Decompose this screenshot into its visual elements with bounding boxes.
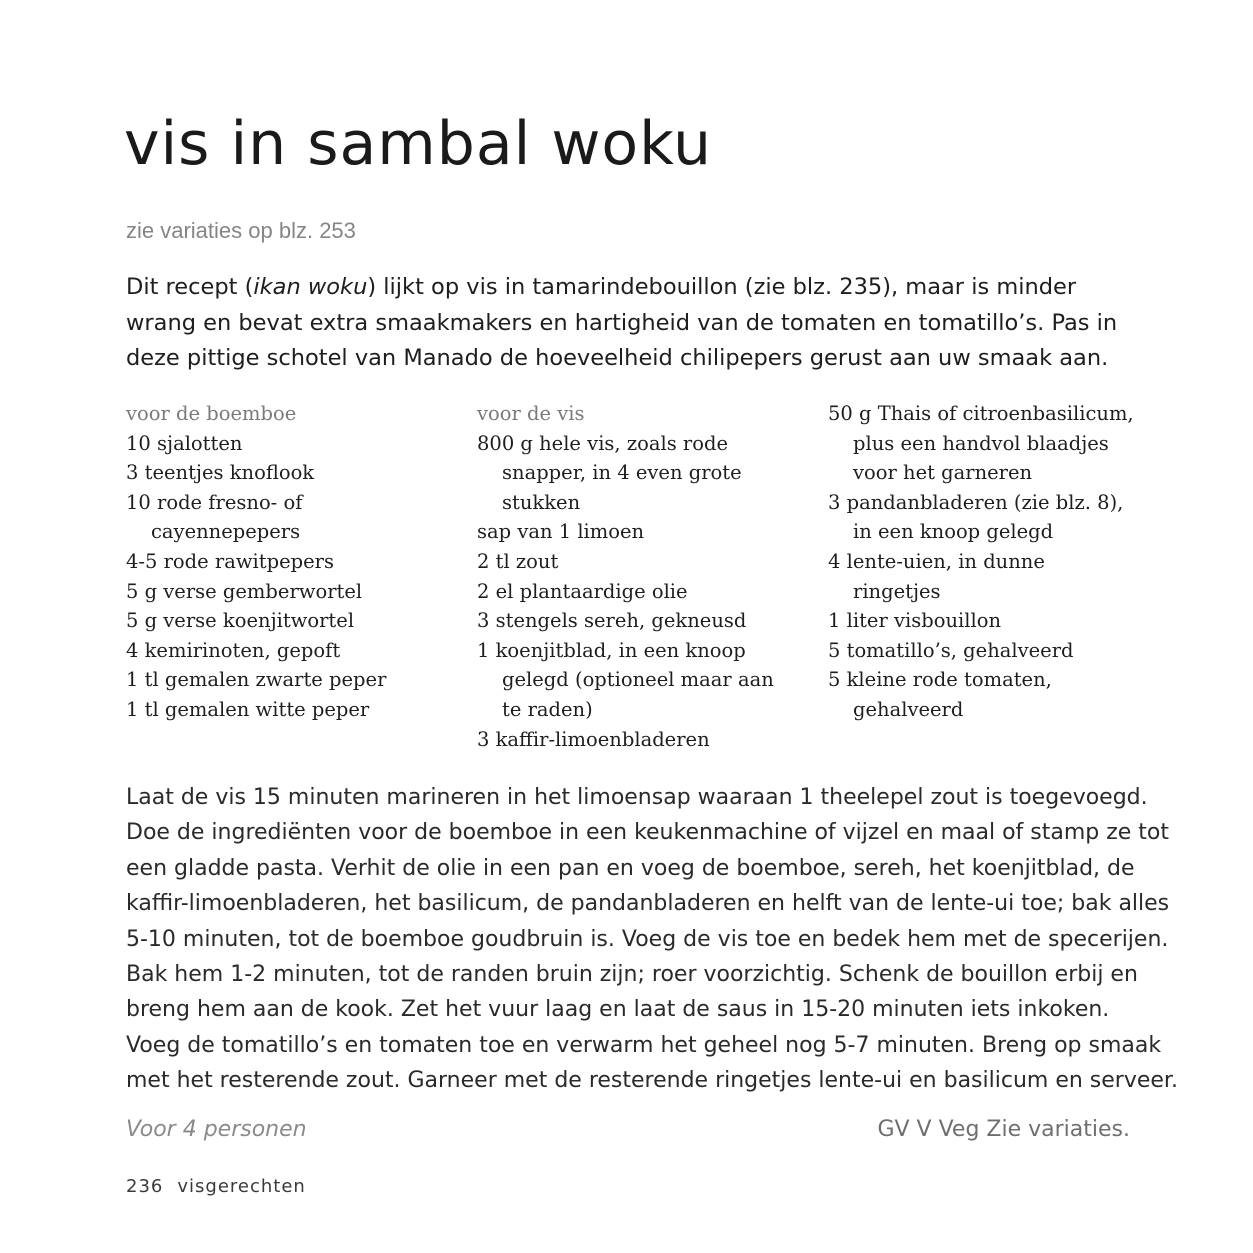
ingredient-item <box>126 458 386 488</box>
ingredient-text: 50 g Thais of citroenbasilicum, <box>828 402 1134 425</box>
variations-reference: zie variaties op blz. 253 <box>126 218 356 243</box>
ingredient-text: sap van 1 limoen <box>477 520 645 544</box>
method-line: Laat de vis 15 minuten marineren in het limoensap waaraan 1 theelepel zout is toegevoegd. <box>126 785 1148 810</box>
ingredient-text-continued: cayennepepers <box>151 520 301 544</box>
method-line: kaffir-limoenbladeren, het basilicum, de pandanbladeren en helft van de lente-ui toe; bak alles <box>126 891 1170 917</box>
ingredient-text-continued: gelegd (optioneel maar aan <box>502 668 774 692</box>
ingredient-item <box>126 429 386 459</box>
ingredient-text-continued: snapper, in 4 even grote <box>502 461 742 485</box>
ingredient-item <box>126 547 386 577</box>
section-name: visgerechten <box>177 1176 306 1197</box>
intro-text: ) lijkt op vis in tamarindebouillon (zie blz. 235), maar is minder <box>367 274 1077 300</box>
ingredient-item <box>126 695 386 725</box>
ingredients-vis <box>477 399 774 754</box>
ingredient-text: 1 liter visbouillon <box>828 609 1002 633</box>
ingredients-heading-vis: voor de vis <box>477 402 585 425</box>
method-line: breng hem aan de kook. Zet het vuur laag en laat de saus in 15-20 minuten iets inkoken. <box>126 997 1110 1023</box>
ingredient-text: 4-5 rode rawitpepers <box>126 549 334 573</box>
ingredient-item <box>828 547 1134 606</box>
ingredient-item <box>477 606 774 636</box>
ingredient-text: 3 kaffir-limoenbladeren <box>477 727 710 751</box>
ingredients-heading-boemboe: voor de boemboe <box>126 402 297 425</box>
intro-text: Dit recept ( <box>126 274 254 300</box>
ingredient-item <box>126 577 386 607</box>
method-paragraph <box>126 780 1178 1099</box>
ingredient-item <box>828 488 1134 547</box>
method-line: Doe de ingrediënten voor de boemboe in een keukenmachine of vijzel en maal of stamp ze tot <box>126 820 1170 846</box>
ingredient-item <box>828 606 1134 636</box>
ingredient-text: 3 pandanbladeren (zie blz. 8), <box>828 490 1124 514</box>
ingredient-item <box>477 517 774 547</box>
ingredient-item <box>828 665 1134 724</box>
ingredient-text: 3 stengels sereh, gekneusd <box>477 609 747 633</box>
method-line: 5-10 minuten, tot de boemboe goudbruin is. Voeg de vis toe en bedek hem met de specerijen. <box>126 926 1169 952</box>
method-line: een gladde pasta. Verhit de olie in een pan en voeg de boemboe, sereh, het koenjitblad, de <box>126 855 1135 881</box>
ingredient-text: 10 rode fresno- of <box>126 490 303 514</box>
page-number: 236 <box>126 1176 164 1197</box>
ingredient-item <box>477 725 774 755</box>
ingredient-text-continued: ringetjes <box>853 579 941 603</box>
ingredient-item <box>477 577 774 607</box>
ingredient-text: 1 tl gemalen witte peper <box>126 697 370 721</box>
intro-line-2: wrang en bevat extra smaakmakers en hartigheid van de tomaten en tomatillo’s. Pas in <box>126 309 1118 336</box>
ingredient-text: 2 el plantaardige olie <box>477 579 688 603</box>
ingredient-item <box>477 636 774 725</box>
ingredient-item <box>126 606 386 636</box>
ingredient-list <box>126 429 386 725</box>
ingredient-text: 3 teentjes knoflook <box>126 461 315 485</box>
ingredient-text: 2 tl zout <box>477 549 559 573</box>
ingredient-text: 4 kemirinoten, gepoft <box>126 638 341 662</box>
recipe-page <box>124 0 1178 1253</box>
ingredient-text: 5 g verse koenjitwortel <box>126 609 355 633</box>
recipe-title: vis in sambal woku <box>124 109 713 179</box>
ingredient-text: 800 g hele vis, zoals rode <box>477 431 728 455</box>
ingredient-text-continued: te raden) <box>502 697 593 721</box>
ingredient-text: 5 tomatillo’s, gehalveerd <box>828 638 1074 662</box>
diet-tags: GV V Veg Zie variaties. <box>877 1117 1130 1142</box>
ingredient-text-continued: in een knoop gelegd <box>853 520 1054 544</box>
ingredient-item <box>477 429 774 518</box>
intro-paragraph <box>126 270 1130 377</box>
ingredient-text: 10 sjalotten <box>126 431 243 455</box>
ingredients-overig <box>828 399 1134 725</box>
ingredient-text-continued: voor het garneren <box>853 461 1033 485</box>
intro-italic-term: ikan woku <box>253 274 368 300</box>
ingredient-text: 4 lente-uien, in dunne <box>828 549 1045 573</box>
ingredient-item <box>126 488 386 547</box>
ingredient-text-continued: plus een handvol blaadjes <box>853 431 1109 455</box>
ingredient-item <box>126 665 386 695</box>
ingredient-text: 1 koenjitblad, in een knoop <box>477 638 746 662</box>
intro-line-1 <box>126 270 1130 306</box>
ingredient-text: 1 tl gemalen zwarte peper <box>126 668 387 692</box>
ingredient-text-continued: gehalveerd <box>853 697 964 721</box>
ingredient-text-continued: stukken <box>502 490 581 514</box>
serves-note: Voor 4 personen <box>126 1117 307 1142</box>
ingredient-item <box>477 547 774 577</box>
ingredient-list <box>477 429 774 755</box>
method-line: Bak hem 1-2 minuten, tot de randen bruin zijn; roer voorzichtig. Schenk de bouillon erbij en <box>126 962 1138 988</box>
ingredient-item <box>828 399 1134 488</box>
ingredient-item <box>828 636 1134 666</box>
intro-line-3: deze pittige schotel van Manado de hoeveelheid chilipepers gerust aan uw smaak aan. <box>126 345 1109 371</box>
method-line: Voeg de tomatillo’s en tomaten toe en verwarm het geheel nog 5-7 minuten. Breng op smaak <box>126 1032 1162 1058</box>
ingredient-item <box>126 636 386 666</box>
page-footer <box>126 1173 306 1201</box>
method-line: met het resterende zout. Garneer met de resterende ringetjes lente-ui en basilicum en serveer. <box>126 1068 1178 1094</box>
ingredients-boemboe <box>126 399 386 725</box>
ingredient-text: 5 g verse gemberwortel <box>126 579 363 603</box>
ingredient-text: 5 kleine rode tomaten, <box>828 668 1052 692</box>
ingredient-list <box>828 399 1134 725</box>
